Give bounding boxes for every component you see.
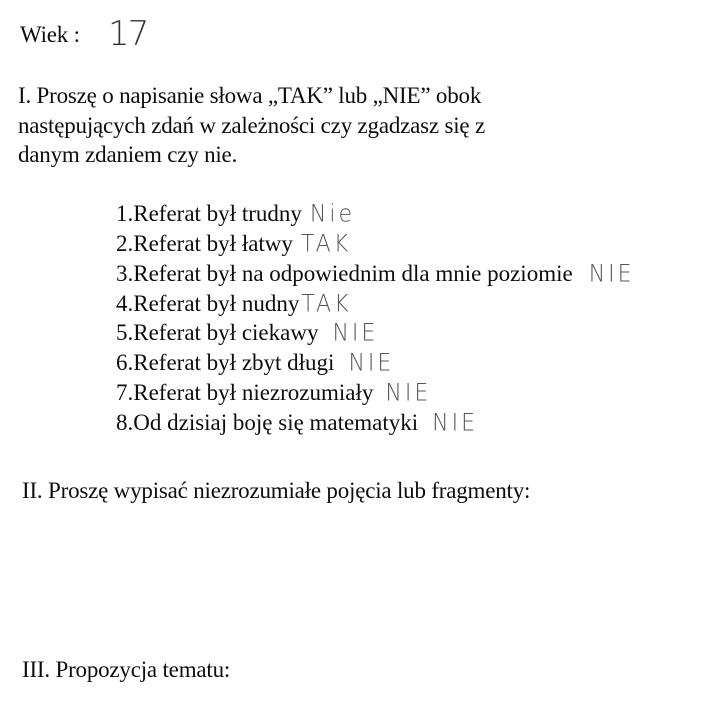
statement-answer: NIE: [332, 319, 379, 348]
statement-text: 4.Referat był nudny: [116, 291, 300, 316]
age-label: Wiek :: [20, 22, 80, 47]
age-handwritten: 17: [108, 14, 148, 54]
section2-title: II. Proszę wypisać niezrozumiałe pojęcia lub fragmenty:: [22, 478, 531, 503]
section1-instruction-line1: I. Proszę o napisanie słowa „TAK” lub „NIE” obok: [18, 83, 482, 108]
statement-item: [116, 350, 394, 377]
statement-text: 2.Referat był łatwy: [116, 231, 293, 256]
section1-instruction-line3: danym zdaniem czy nie.: [18, 142, 238, 167]
section1-instruction-line2: następujących zdań w zależności czy zgadzasz się z: [18, 113, 485, 138]
statement-text: 5.Referat był ciekawy: [116, 320, 319, 345]
statement-item: [116, 231, 351, 258]
statement-answer: NIE: [588, 260, 635, 289]
statement-text: 3.Referat był na odpowiednim dla mnie poziomie: [116, 261, 573, 286]
statement-text: 7.Referat był niezrozumiały: [116, 380, 374, 405]
section3-title: III. Propozycja tematu:: [22, 657, 231, 682]
statement-item: [116, 201, 355, 228]
statement-item: [116, 261, 635, 288]
statement-item: [116, 380, 431, 407]
statement-answer: TAK: [300, 230, 352, 259]
statement-item: [116, 291, 352, 318]
statement-answer: NIE: [432, 409, 478, 438]
section3-answer-area: [22, 690, 702, 718]
statement-answer: NIE: [385, 379, 432, 408]
statement-item: [116, 410, 478, 437]
statement-text: 8.Od dzisiaj boję się matematyki: [116, 410, 419, 435]
statement-item: [116, 320, 378, 347]
section2-answer-area: [22, 515, 702, 645]
statement-answer: Nie: [309, 200, 355, 229]
statement-text: 6.Referat był zbyt długi: [116, 350, 335, 375]
statement-text: 1.Referat był trudny: [116, 201, 302, 226]
statement-answer: NIE: [348, 349, 395, 378]
statement-answer: TAK: [301, 290, 352, 319]
